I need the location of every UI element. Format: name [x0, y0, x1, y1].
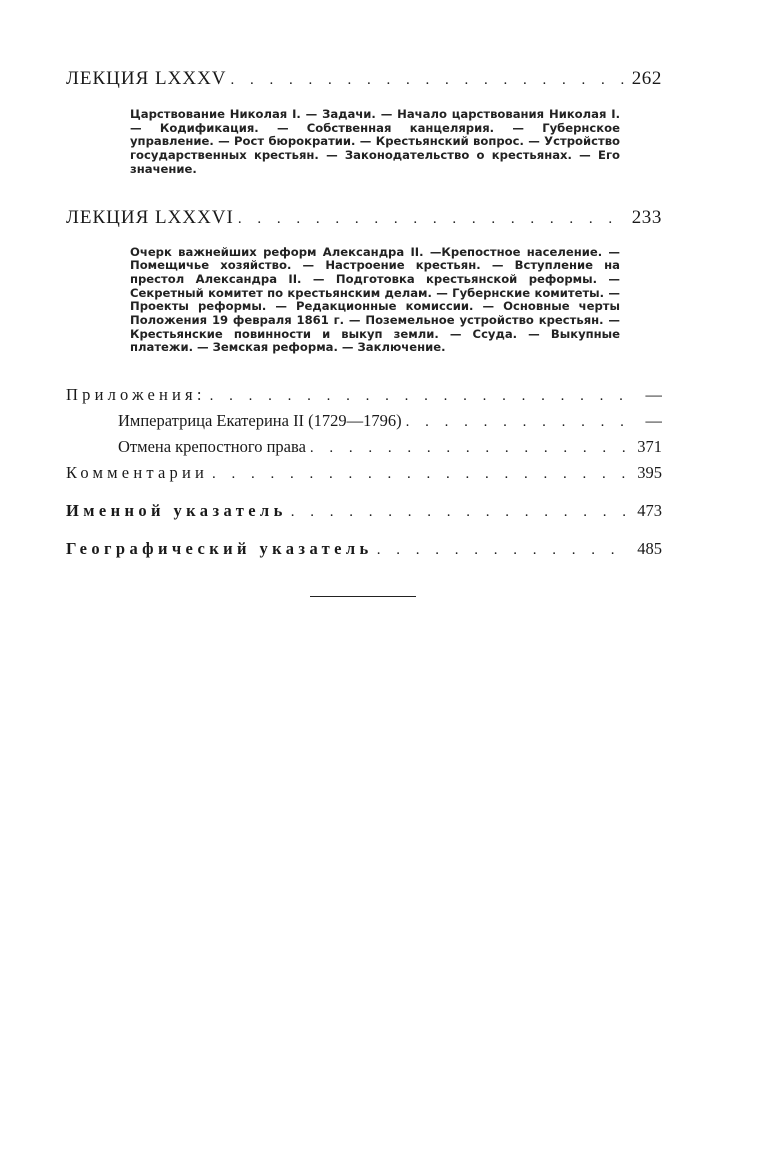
page-number: — [645, 411, 662, 431]
page-number: 233 [631, 206, 662, 228]
page-number: 395 [637, 463, 662, 483]
page-number: 262 [631, 68, 662, 89]
lecture-summary: Царствование Николая I. — Задачи. — Начало царствования Николая I. — Кодификация. — Собственная канцелярия. — Губернское управление. — Рост бюрократии. — Крестьянский вопрос. — Устройство государственных крестьян. — Законодательство о крестьянах. — Его значение. [130, 107, 620, 176]
section-title: Комментарии [66, 463, 209, 483]
dot-leader [231, 72, 626, 89]
page-number: — [645, 385, 662, 405]
page-number: 371 [637, 437, 662, 457]
lecture-title: ЛЕКЦИЯ LXXXV [66, 68, 227, 89]
section-title: Географический указатель [66, 539, 373, 559]
toc-entry-commentary[interactable] [66, 463, 662, 483]
toc-entry-geo-index[interactable] [66, 539, 662, 559]
page-number: 473 [637, 501, 662, 521]
page-number: 485 [637, 539, 662, 559]
dot-leader [291, 504, 632, 521]
dot-leader [212, 466, 631, 483]
toc-entry-name-index[interactable] [66, 501, 662, 521]
lecture-title: ЛЕКЦИЯ LXXXVI [66, 206, 234, 228]
toc-entry-lecture-85[interactable] [66, 68, 662, 90]
toc-entry-appendix-serfdom[interactable] [118, 437, 662, 457]
dot-leader [377, 542, 632, 559]
toc-entry-appendix-catherine[interactable] [118, 411, 662, 431]
end-rule-divider [310, 596, 416, 597]
section-title: Именной указатель [66, 501, 287, 521]
table-of-contents [66, 60, 662, 559]
toc-entry-lecture-86[interactable] [66, 207, 662, 229]
dot-leader [310, 440, 631, 457]
dot-leader [406, 414, 634, 431]
appendix-title: Императрица Екатерина II (1729—1796) [118, 411, 402, 431]
lecture-summary: Очерк важнейших реформ Александра II. —Крепостное население. — Помещичье хозяйство. — Настроение крестьян. — Вступление на престол Александра II. — Подготовка крестьянской реформы. — Секретный комитет по крестьянским делам. — Губернские комитеты. — Проекты реформы. — Редакционные комиссии. — Основные черты Положения 19 февраля 1861 г. — Поземельное устройство крестьян. — Крестьянские повинности и выкуп земли. — Ссуда. — Выкупные платежи. — Земская реформа. — Заключение. [130, 244, 620, 355]
toc-entry-appendices[interactable] [66, 385, 662, 405]
appendix-title: Отмена крепостного права [118, 437, 306, 457]
appendices-title: Приложения: [66, 385, 206, 405]
dot-leader [210, 388, 634, 405]
dot-leader [238, 211, 626, 228]
